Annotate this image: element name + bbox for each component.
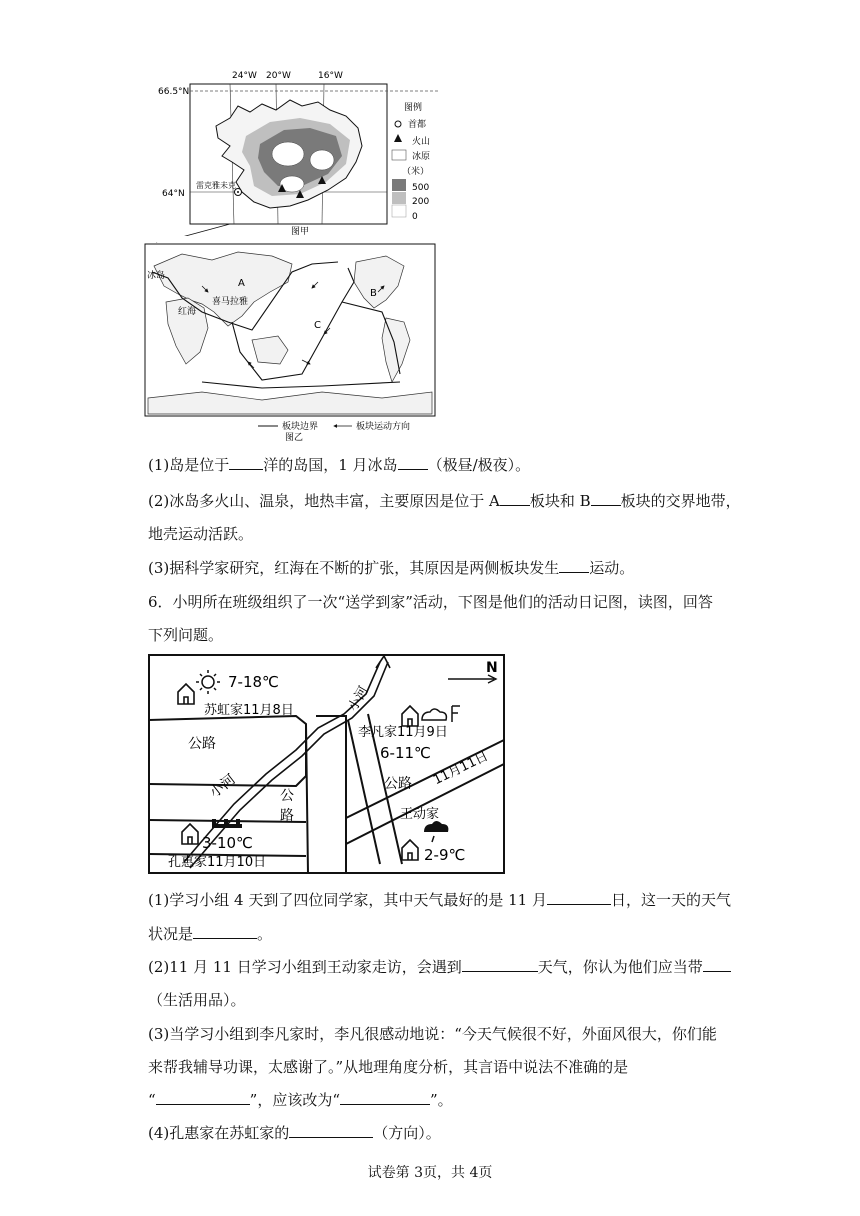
label-redsea: 红海: [178, 307, 197, 317]
page-footer: 试卷第 3页，共 4页: [367, 1165, 493, 1181]
q6-sub2-cont: （生活用品）。: [148, 991, 246, 1009]
answer-blank[interactable]: [156, 1090, 250, 1105]
map-jia-caption: 图甲: [290, 227, 310, 236]
legend-0: 0: [412, 212, 418, 222]
wang-temp: 2-9℃: [424, 846, 466, 864]
label-plate-b: B: [370, 288, 377, 299]
kong-label: 孔惠家11月10日: [168, 855, 267, 870]
label-plate-a: A: [238, 278, 245, 289]
answer-blank[interactable]: [703, 957, 731, 972]
legend-volcano-icon: [394, 134, 402, 142]
kong-temp: 3-10℃: [202, 834, 253, 852]
answer-blank[interactable]: [289, 1123, 373, 1138]
label-himalaya: 喜马拉雅: [212, 297, 249, 307]
legend-200-swatch: [392, 192, 406, 204]
q6-sub4: (4)孔惠家在苏虹家的 （方向）。: [148, 1124, 441, 1142]
wang-label: 王动家: [400, 807, 440, 822]
label-iceland: 冰岛: [147, 271, 166, 281]
legend-volcano: 火山: [412, 137, 431, 147]
legend-motion: 板块运动方向: [356, 422, 411, 432]
q5-sub2: (2)冰岛多火山、温泉，地热丰富，主要原因是位于 A 板块和 B 板块的交界地带，: [148, 492, 741, 510]
legend-0-swatch: [392, 205, 406, 217]
lon-label-16w: 16°W: [318, 71, 343, 81]
q5-sub3: (3)据科学家研究，红海在不断的扩张，其原因是两侧板块发生 运动。: [148, 559, 635, 577]
legend-icefield: 冰原: [412, 152, 431, 162]
lat-label-66n: 66.5°N: [158, 87, 190, 97]
road-label-2a: 公: [280, 788, 294, 804]
lon-label-24w: 24°W: [232, 71, 257, 81]
map-yi-caption: 图乙: [284, 433, 304, 442]
q6-sub3: (3)当学习小组到李凡家时，李凡很感动地说：“今天气候很不好，外面风很大，你们能: [148, 1025, 717, 1043]
north-label: N: [486, 660, 498, 676]
river-label-2: 小河: [206, 771, 239, 802]
suhong-temp: 7-18℃: [228, 673, 279, 691]
q5-sub1: (1)岛是位于 洋的岛国，1 月冰岛 （极昼/极夜）。: [148, 456, 531, 474]
answer-blank[interactable]: [547, 890, 611, 905]
q5-sub2-cont: 地壳运动活跃。: [148, 525, 254, 543]
q6-sub2: (2)11 月 11 日学习小组到王动家走访，会遇到 天气，你认为他们应当带: [148, 957, 731, 977]
map-jia: [150, 66, 450, 236]
legend-200: 200: [412, 197, 430, 207]
date-11-label: 11月11日: [431, 748, 491, 789]
answer-blank[interactable]: [500, 491, 530, 506]
road-label-1: 公路: [188, 736, 216, 752]
diary-map: [148, 654, 508, 876]
legend-icefield-swatch: [392, 150, 406, 160]
icefield-1: [272, 142, 304, 166]
legend-500-swatch: [392, 179, 406, 191]
q6-intro-2: 下列问题。: [148, 626, 224, 644]
legend-unit: （米）: [402, 167, 430, 177]
label-plate-c: C: [314, 320, 321, 331]
q6-sub1: (1)学习小组 4 天到了四位同学家，其中天气最好的是 11 月 日，这一天的天气: [148, 891, 731, 909]
suhong-label: 苏虹家11月8日: [204, 703, 294, 718]
q6-sub1-cont: 状况是 。: [148, 925, 273, 943]
capital-label: 雷克雅未克: [196, 181, 236, 190]
answer-blank[interactable]: [340, 1090, 430, 1105]
legend-500: 500: [412, 183, 430, 193]
answer-blank[interactable]: [193, 924, 257, 939]
road-label-2b: 路: [280, 808, 294, 824]
icefield-2: [310, 150, 334, 170]
answer-blank[interactable]: [559, 558, 589, 573]
legend-title: 图例: [404, 103, 423, 113]
legend-capital: 首都: [408, 120, 427, 130]
answer-blank[interactable]: [229, 455, 263, 470]
road-label-3: 公路: [384, 776, 412, 792]
map-yi: [142, 242, 440, 442]
answer-blank[interactable]: [398, 455, 428, 470]
lat-label-64n: 64°N: [162, 189, 185, 199]
answer-blank[interactable]: [462, 957, 538, 972]
river-label-1: 小河: [345, 683, 372, 714]
q6-sub3-cont: 来帮我辅导功课，太感谢了。”从地理角度分析，其言语中说法不准确的是: [148, 1058, 629, 1076]
lon-label-20w: 20°W: [266, 71, 291, 81]
legend-capital-icon: [395, 121, 401, 127]
q6-sub3-cont2: “ ”，应该改为“ ”。: [148, 1091, 453, 1109]
answer-blank[interactable]: [591, 491, 621, 506]
lifan-temp: 6-11℃: [380, 744, 431, 762]
legend-boundary: 板块边界: [282, 422, 319, 432]
q6-intro-1: 6．小明所在班级组织了一次“送学到家”活动，下图是他们的活动日记图，读图，回答: [148, 593, 713, 611]
lifan-label: 李凡家11月9日: [358, 725, 448, 740]
